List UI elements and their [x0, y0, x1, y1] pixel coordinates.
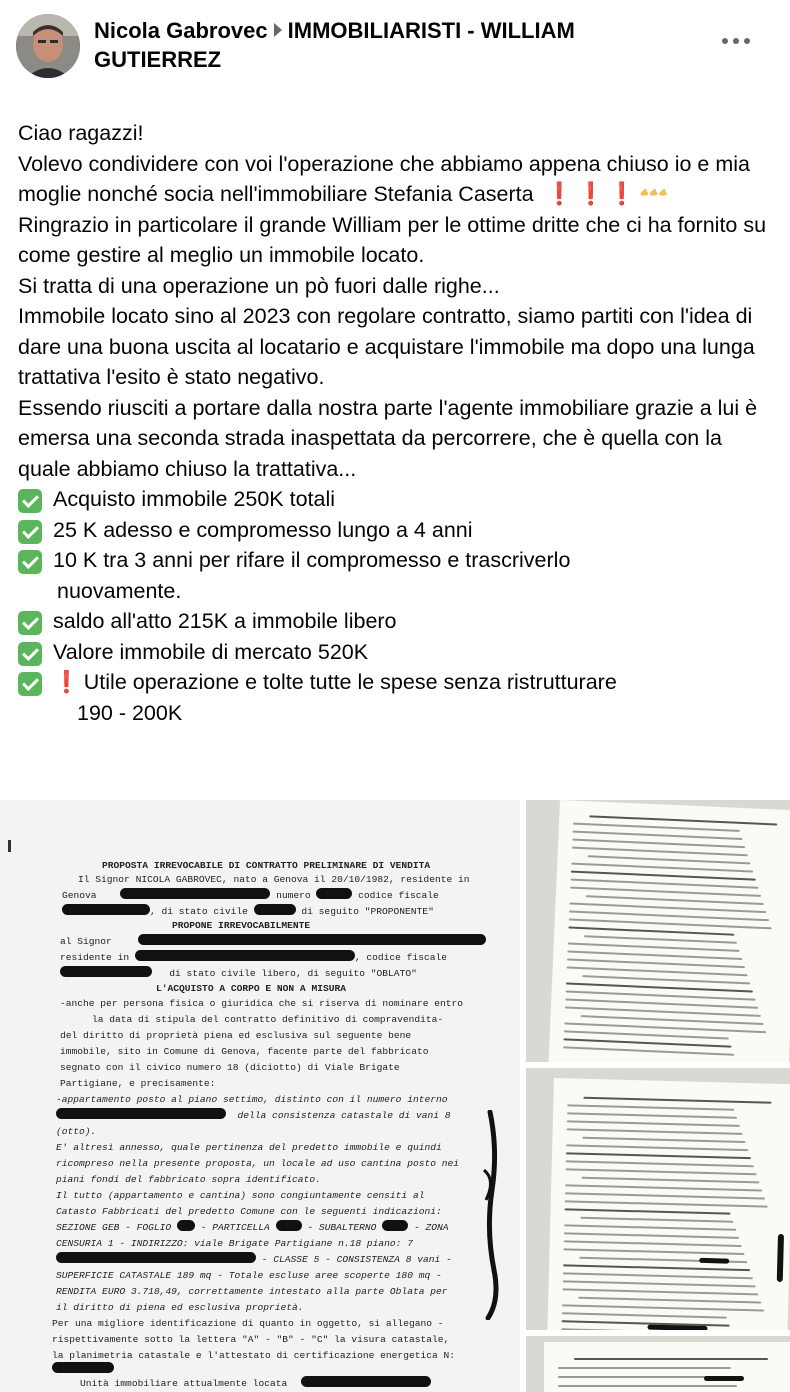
redaction [56, 1252, 256, 1263]
document-line: immobile, sito in Comune di Genova, facente parte del fabbricato [60, 1046, 429, 1057]
document-heading: L'ACQUISTO A CORPO E NON A MISURA [156, 983, 346, 994]
check-mark-icon [18, 672, 42, 696]
check-mark-icon [18, 611, 42, 635]
document-line: RENDITA EURO 3.718,49, correttamente intestato alla parte Oblata per [56, 1286, 448, 1297]
document-line: Catasto Fabbricati del predetto Comune con le seguenti indicazioni: [56, 1206, 442, 1217]
document-text-line [563, 1046, 734, 1055]
document-text-line [573, 823, 740, 832]
check-item-5 [18, 637, 778, 668]
document-text-line [565, 1192, 765, 1199]
check-item-text: saldo all'atto 215K a immobile libero [53, 609, 397, 633]
post-paragraph-1 [18, 149, 778, 210]
document-text-line [582, 1137, 745, 1143]
document-text-line [564, 1030, 729, 1039]
document-text-line [567, 1112, 737, 1118]
avatar-photo [16, 14, 80, 78]
document-line: E' altresì annesso, quale pertinenza del predetto immobile e quindi [56, 1142, 442, 1153]
document-text-line [566, 1160, 754, 1167]
redaction [138, 934, 486, 945]
document-text-line [563, 1280, 756, 1287]
redaction [647, 1325, 707, 1330]
document-line: (otto). [56, 1126, 97, 1137]
document-text: - CLASSE 5 - CONSISTENZA 8 vani - [261, 1254, 452, 1265]
post-paragraph-4: Immobile locato sino al 2023 con regolare contratto, siamo partiti con l'idea di dare una buona uscita al locatario e acquistare l'immobile ma dopo una lunga trattativa l'esito è stato negativo. [18, 304, 755, 389]
post-greeting: Ciao ragazzi! [18, 121, 144, 145]
redaction [254, 904, 296, 915]
document-text-line [580, 1217, 733, 1223]
document-text-line [565, 1200, 768, 1207]
document-line: -anche per persona fisica o giuridica che si riserva di nominare entro [60, 998, 464, 1009]
check-item-text: Acquisto immobile 250K totali [53, 487, 336, 511]
document-text: residente in [60, 952, 130, 963]
redaction [52, 1362, 114, 1373]
document-text: Unità immobiliare attualmente locata [80, 1378, 288, 1389]
contract-document [0, 800, 520, 1392]
check-item-4 [18, 606, 778, 637]
redaction [62, 904, 150, 915]
document-text: Genova [62, 890, 97, 901]
document-text: di stato civile libero, di seguito "OBLATO" [169, 968, 417, 979]
document-text-line [565, 1208, 731, 1214]
document-page [547, 1078, 790, 1330]
document-text-line [563, 1272, 753, 1279]
document-text-line [567, 1120, 740, 1127]
photo-grid [0, 800, 790, 1392]
check-mark-icon [18, 489, 42, 513]
document-line: segnato con il civico numero 18 (diciotto) di Viale Brigate [60, 1062, 400, 1073]
check-item-6 [18, 667, 778, 728]
document-text-line [583, 1097, 771, 1104]
document-text: , codice fiscale [354, 952, 447, 963]
exclamation-icon: ❗ [53, 670, 80, 694]
document-photo-2[interactable] [526, 800, 790, 1062]
document-line: ricompreso nella presente proposta, un locale ad uso cantina posto nei [56, 1158, 460, 1169]
redaction [704, 1376, 744, 1381]
document-text-line [558, 1367, 731, 1369]
document-text-line [562, 1312, 727, 1318]
redaction [699, 1258, 729, 1264]
arrow-right-icon [274, 23, 282, 37]
document-text: di seguito "PROPONENTE" [301, 906, 434, 917]
document-text-line [564, 1240, 742, 1247]
document-text-line [581, 1177, 759, 1184]
redaction [382, 1220, 408, 1231]
redaction [135, 950, 355, 961]
check-mark-icon [18, 520, 42, 544]
document-text-line [584, 935, 737, 944]
document-line: CENSURIA 1 - INDIRIZZO: viale Brigate Partigiane n.18 piano: 7 [56, 1238, 413, 1249]
document-text-line [588, 855, 751, 864]
document-text: al Signor [60, 936, 112, 947]
post-paragraph-5: Essendo riusciti a portare dalla nostra parte l'agente immobiliare grazie a lui è emersa una seconda strada inaspettata da percorrere, che è quella con la quale abbiamo chiuso la trattativa... [18, 395, 758, 481]
paragraph-1-text: Volevo condividere con voi l'operazione che abbiamo appena chiuso io e mia moglie nonché socia nell'immobiliare Stefania Caserta [18, 151, 750, 206]
check-item-text: 10 K tra 3 anni per rifare il compromesso e trascriverlo [53, 548, 571, 572]
document-text-line [567, 1128, 743, 1135]
document-line: piani fondi del fabbricato sopra identificato. [56, 1174, 321, 1185]
redaction [276, 1220, 302, 1231]
document-line: Per una migliore identificazione di quanto in oggetto, si allegano - [52, 1318, 444, 1329]
document-text: numero [276, 890, 311, 901]
check-item-3 [18, 545, 778, 606]
document-text: , di stato civile [150, 906, 248, 917]
document-text-line [566, 1168, 757, 1175]
document-photo-4[interactable] [526, 1336, 790, 1392]
document-title: PROPOSTA IRREVOCABILE DI CONTRATTO PRELIMINARE DI VENDITA [102, 860, 431, 871]
document-text-line [558, 1385, 737, 1387]
document-text: SEZIONE GEB - FOGLIO [56, 1222, 172, 1233]
document-line: la data di stipula del contratto definitivo di compravendita- [92, 1014, 444, 1025]
document-text: della consistenza catastale di vani 8 [237, 1110, 451, 1121]
document-photo-3[interactable] [526, 1068, 790, 1330]
check-item-text-continued: nuovamente. [57, 578, 182, 603]
post-author-line [94, 16, 694, 74]
document-text-line [573, 831, 743, 840]
document-line: Il Signor NICOLA GABROVEC, nato a Genova il 20/10/1982, residente in [78, 874, 470, 885]
document-text-line [564, 1224, 736, 1231]
post-paragraph-3: Si tratta di una operazione un pò fuori dalle righe... [18, 273, 500, 298]
check-mark-icon [18, 550, 42, 574]
check-item-1 [18, 484, 778, 515]
document-line: rispettivamente sotto la lettera "A" - "B" - "C" la visura catastale, [52, 1334, 450, 1345]
redaction [120, 888, 270, 899]
document-text-line [563, 1248, 744, 1255]
exclamation-icon: ❗❗❗ [545, 181, 640, 206]
document-text-line [582, 975, 750, 984]
author-avatar[interactable] [16, 14, 80, 78]
document-text-line [572, 839, 745, 849]
document-page [544, 1342, 790, 1392]
post-header [0, 0, 790, 100]
document-line: il diritto di piena ed esclusiva proprietà. [56, 1302, 304, 1313]
document-line: Partigiane, e precisamente: [60, 1078, 216, 1089]
more-options-icon[interactable] [722, 30, 752, 50]
document-text-line [564, 1232, 739, 1239]
check-item-text: 25 K adesso e compromesso lungo a 4 anni [53, 517, 473, 542]
check-item-text-continued: 190 - 200K [77, 700, 183, 725]
document-text-line [568, 942, 740, 952]
group-name[interactable]: IMMOBILIARISTI - WILLIAM GUTIERREZ [94, 18, 575, 72]
redaction [301, 1376, 431, 1387]
document-text: - SUBALTERNO [307, 1222, 377, 1233]
document-line: Il tutto (appartamento e cantina) sono congiuntamente censiti al [56, 1190, 425, 1201]
document-text: - PARTICELLA [200, 1222, 270, 1233]
post-paragraph-2: Ringrazio in particolare il grande William per le ottime dritte che ci ha fornito su come gestire al meglio un immobile locato. [18, 212, 767, 267]
post-body [18, 118, 778, 728]
document-text-line [565, 1184, 762, 1191]
document-text-line [562, 1288, 758, 1295]
check-mark-icon [18, 642, 42, 666]
document-photo-main[interactable] [0, 800, 520, 1392]
document-text-line [562, 1304, 764, 1311]
document-line: -appartamento posto al piano settimo, distinto con il numero interno [56, 1094, 448, 1105]
document-line: la planimetria catastale e l'attestato di certificazione energetica N: [52, 1350, 456, 1361]
document-text-line [566, 1144, 748, 1151]
document-text-line [563, 1264, 750, 1271]
document-text-line [574, 1358, 768, 1360]
signature-mark [777, 1234, 784, 1282]
document-page [549, 800, 790, 1062]
author-name[interactable]: Nicola Gabrovec [94, 18, 268, 43]
document-text-line [578, 1297, 761, 1304]
redaction [316, 888, 352, 899]
check-item-text: Valore immobile di mercato 520K [53, 639, 369, 664]
document-line: SUPERFICIE CATASTALE 189 mq - Totale escluse aree scoperte 180 mq - [56, 1270, 442, 1281]
document-text-line [564, 1038, 732, 1047]
check-item-text: Utile operazione e tolte tutte le spese senza ristrutturare [83, 670, 617, 694]
signature-mark [470, 1110, 510, 1320]
document-text: - ZONA [413, 1222, 449, 1233]
document-text-line [568, 926, 734, 935]
document-text-line [566, 1152, 751, 1159]
check-item-2 [18, 515, 778, 546]
redaction [56, 1108, 226, 1119]
document-text-line [567, 1104, 734, 1110]
redaction [177, 1220, 195, 1231]
document-heading: PROPONE IRREVOCABILMENTE [172, 920, 311, 931]
flexed-biceps-icon [640, 179, 668, 210]
redaction [60, 966, 152, 977]
document-text: codice fiscale [358, 890, 439, 901]
document-line: del diritto di proprietà piena ed esclusiva sul seguente bene [60, 1030, 412, 1041]
